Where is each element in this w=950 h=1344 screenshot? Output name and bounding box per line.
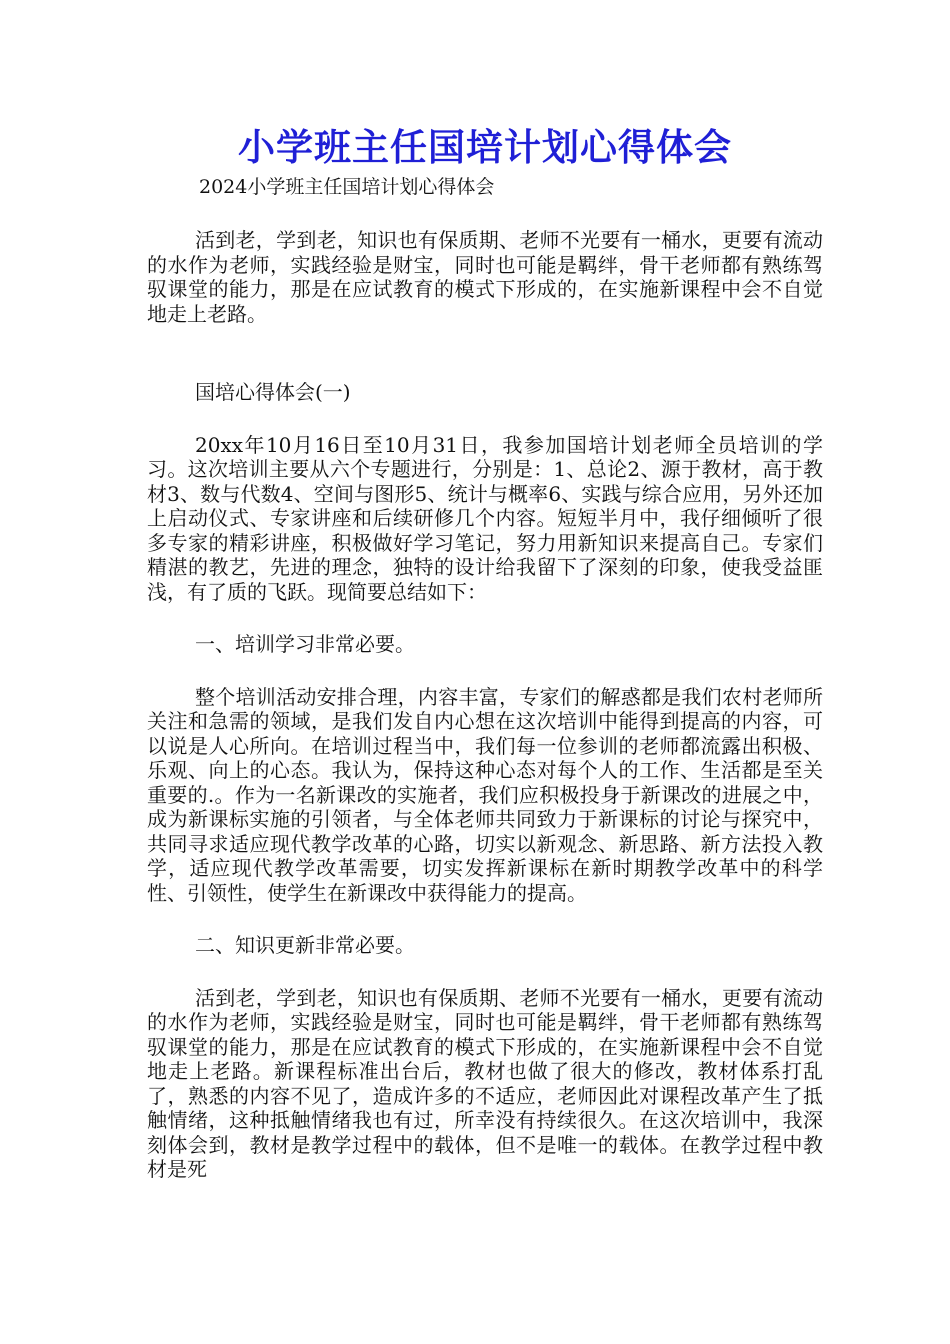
document-subtitle: 2024小学班主任国培计划心得体会 xyxy=(199,176,495,198)
heading-2: 二、知识更新非常必要。 xyxy=(195,933,415,957)
spacer xyxy=(147,604,823,632)
spacer xyxy=(147,958,823,986)
spacer xyxy=(147,326,823,380)
spacer xyxy=(147,657,823,685)
intro-paragraph: 活到老，学到老，知识也有保质期、老师不光要有一桶水，更要有流动的水作为老师，实践经验是财宝，同时也可能是羁绊，骨干老师都有熟练驾驭课堂的能力，那是在应试教育的模式下形成的，在实施新课程中会不自觉地走上老路。 xyxy=(147,228,823,326)
spacer xyxy=(147,405,823,433)
spacer xyxy=(147,200,823,228)
paragraph-1: 20xx年10月16日至10月31日，我参加国培计划老师全员培训的学习。这次培训主要从六个专题进行，分别是：1、总论2、源于教材，高于教材3、数与代数4、空间与图形5、统计与概率6、实践与综合应用，另外还加上启动仪式、专家讲座和后续研修几个内容。短短半月中，我仔细倾听了很多专家的精彩讲座，积极做好学习笔记，努力用新知识来提高自己。专家们精湛的教艺，先进的理念，独特的设计给我留下了深刻的印象，使我受益匪浅，有了质的飞跃。现简要总结如下： xyxy=(147,432,823,604)
document-page xyxy=(147,120,823,1182)
paragraph-2: 整个培训活动安排合理，内容丰富，专家们的解惑都是我们农村老师所关注和急需的领域，是我们发自内心想在这次培训中能得到提高的内容，可以说是人心所向。在培训过程当中，我们每一位参训的老师都流露出积极、乐观、向上的心态。我认为，保持这种心态对每个人的工作、生活都是至关重要的.。作为一名新课改的实施者，我们应积极投身于新课改的进展之中，成为新课标实施的引领者，与全体老师共同致力于新课标的讨论与探究中，共同寻求适应现代教学改革的心路，切实以新观念、新思路、新方法投入教学，适应现代教学改革需要，切实发挥新课标在新时期教学改革中的科学性、引领性，使学生在新课改中获得能力的提高。 xyxy=(147,684,823,905)
heading-1: 一、培训学习非常必要。 xyxy=(195,632,415,656)
spacer xyxy=(147,905,823,933)
section-heading: 国培心得体会(一) xyxy=(195,380,351,404)
paragraph-3: 活到老，学到老，知识也有保质期、老师不光要有一桶水，更要有流动的水作为老师，实践经验是财宝，同时也可能是羁绊，骨干老师都有熟练驾驭课堂的能力，那是在应试教育的模式下形成的，在实施新课程中会不自觉地走上老路。新课程标准出台后，教材也做了很大的修改，教材体系打乱了，熟悉的内容不见了，造成许多的不适应，老师因此对课程改革产生了抵触情绪，这种抵触情绪我也有过，所幸没有持续很久。在这次培训中，我深刻体会到，教材是教学过程中的载体，但不是唯一的载体。在教学过程中教材是死 xyxy=(147,985,823,1181)
document-title: 小学班主任国培计划心得体会 xyxy=(238,125,732,169)
